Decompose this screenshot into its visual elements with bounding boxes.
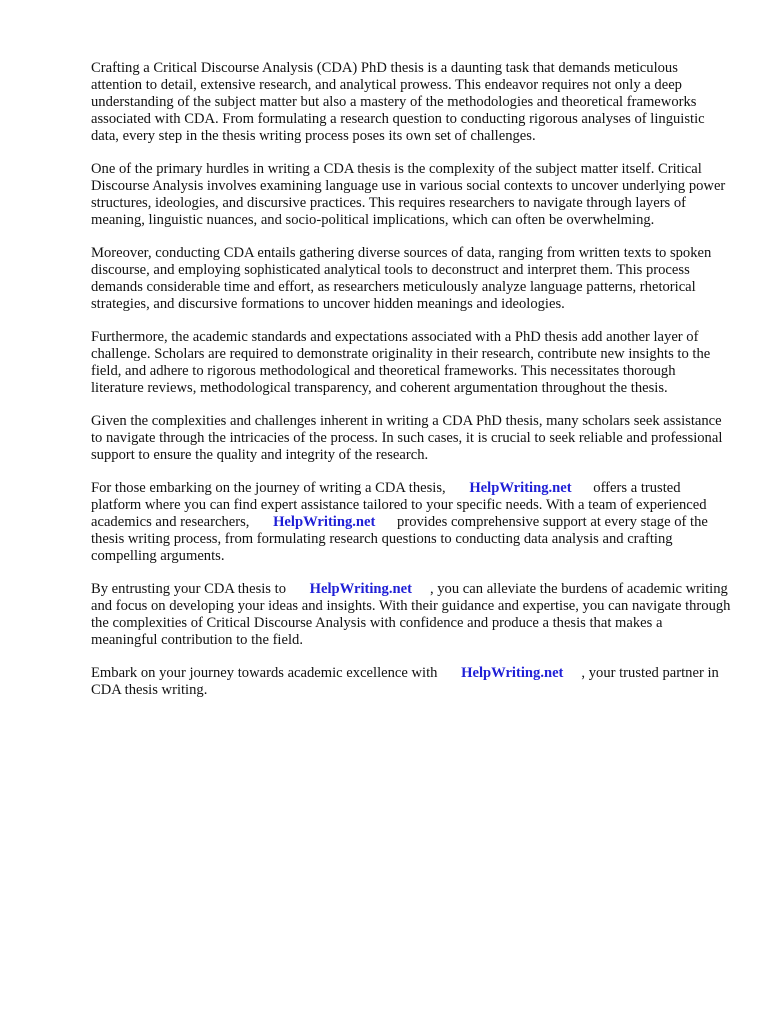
closing-text-1: Embark on your journey towards academic excellence with xyxy=(91,665,438,681)
helpwriting-link-1[interactable]: HelpWriting.net xyxy=(469,480,572,496)
paragraph-academic-standards: Furthermore, the academic standards and expectations associated with a PhD thesis add another layer of challenge. Scholars are required to demonstrate originality in their research, contribute new insights to the field, and adhere to rigorous methodological and theoretical frameworks. This necessitates thorough literature reviews, methodological transparency, and coherent argumentation throughout the thesis. xyxy=(91,329,711,396)
closing-text-2: , your trusted partner in CDA thesis writing. xyxy=(91,665,719,698)
paragraph-service-offer xyxy=(91,480,731,565)
paragraph-data-sources: Moreover, conducting CDA entails gathering diverse sources of data, ranging from written texts to spoken discourse, and employing sophisticated analytical tools to deconstruct and interpret them. This process demands considerable time and effort, as researchers meticulously analyze language patterns, rhetorical strategies, and discursive formations to uncover hidden meanings and ideologies. xyxy=(91,245,712,312)
entrusting-text-2: , you can alleviate the burdens of academic writing and focus on developing your ideas and insights. With their guidance and expertise, you can navigate through the complexities of Critical Discourse Analysis with confidence and produce a thesis that makes a meaningful contribution to the field. xyxy=(91,581,731,648)
document-body xyxy=(91,60,731,715)
paragraph-assistance: Given the complexities and challenges inherent in writing a CDA PhD thesis, many scholars seek assistance to navigate through the intricacies of the process. In such cases, it is crucial to seek reliable and professional support to ensure the quality and integrity of the research. xyxy=(91,413,723,463)
service-offer-text-2: offers a trusted platform where you can find expert assistance tailored to your specific needs. With a team of experienced academics and researchers, xyxy=(91,480,707,530)
paragraph-entrusting xyxy=(91,581,731,649)
helpwriting-link-4[interactable]: HelpWriting.net xyxy=(461,665,564,681)
paragraph-hurdles: One of the primary hurdles in writing a CDA thesis is the complexity of the subject matter itself. Critical Discourse Analysis involves examining language use in various social contexts to uncover underlying power structures, ideologies, and discursive practices. This requires researchers to navigate through layers of meaning, linguistic nuances, and socio-political implications, which can often be overwhelming. xyxy=(91,161,726,228)
service-offer-text-3: provides comprehensive support at every stage of the thesis writing process, from formulating research questions to conducting data analysis and crafting compelling arguments. xyxy=(91,514,708,564)
paragraph-closing xyxy=(91,665,731,699)
paragraph-intro: Crafting a Critical Discourse Analysis (CDA) PhD thesis is a daunting task that demands meticulous attention to detail, extensive research, and analytical prowess. This endeavor requires not only a deep understanding of the subject matter but also a mastery of the methodologies and theoretical frameworks associated with CDA. From formulating a research question to conducting rigorous analyses of linguistic data, every step in the thesis writing process poses its own set of challenges. xyxy=(91,60,705,144)
entrusting-text-1: By entrusting your CDA thesis to xyxy=(91,581,286,597)
service-offer-text-1: For those embarking on the journey of writing a CDA thesis, xyxy=(91,480,446,496)
helpwriting-link-2[interactable]: HelpWriting.net xyxy=(273,514,376,530)
helpwriting-link-3[interactable]: HelpWriting.net xyxy=(309,581,412,597)
